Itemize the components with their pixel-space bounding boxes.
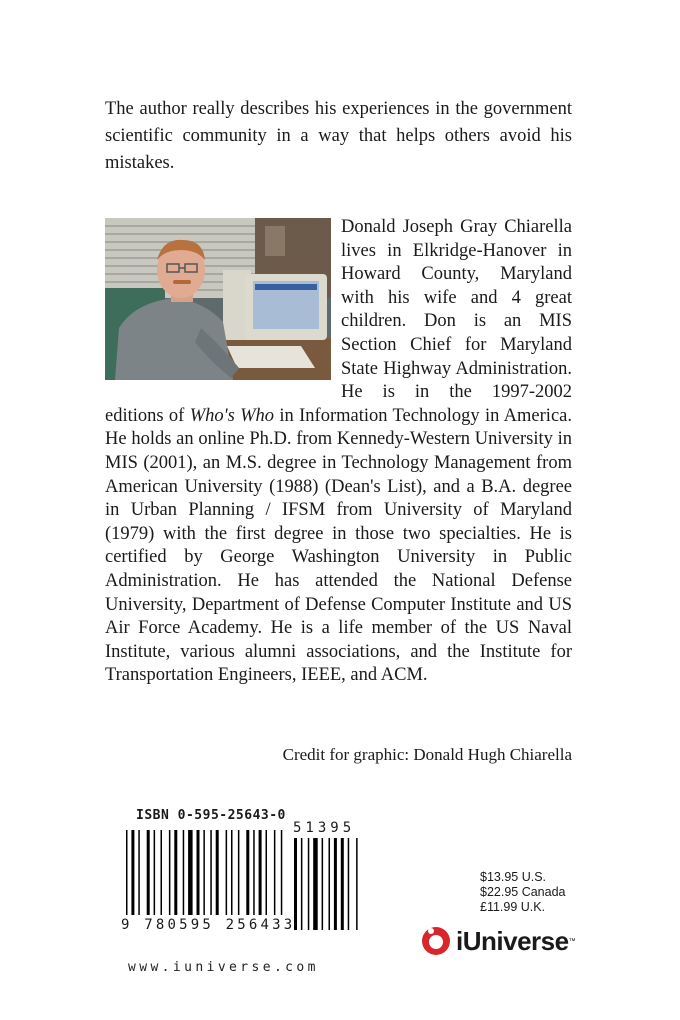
isbn-barcode [116,800,371,940]
bio-italic-title: Who's Who [189,405,275,426]
barcode-bar [161,830,163,915]
barcode-bar [322,838,324,930]
barcode-bar [341,838,344,930]
price-uk: £11.99 U.K. [480,900,546,914]
barcode-bar [210,830,212,915]
price-us: $13.95 U.S. [480,870,547,884]
iuniverse-swirl-icon [420,925,452,957]
barcode-bar [253,830,255,915]
barcode-bar [226,830,228,915]
price-canada: $22.95 Canada [480,885,566,899]
barcode-bar [154,830,156,915]
bio-text-part2: in Information Technology in America. He holds an online Ph.D. from Kennedy-Western University in MIS (2001), an M.S. degree in Technology Management from American University (1988) (Dean's List), and a B.A. degree in Urban Planning / IFSM from University of Maryland (1979) with the first degree in those two specialties. He is certified by George Washington University in Public Administration. He has attended the National Defense University, Department of Defense Computer Institute and US Air Force Academy. He is a life member of the US Naval Institute, various alumni associations, and the Institute for Transportation Engineers, IEEE, and ACM. [105,405,572,686]
author-photo [105,218,331,380]
barcode-bar [203,830,205,915]
price-addon-digits: 51395 [293,820,356,836]
bio-text-part1: Donald Joseph Gray Chiarella lives in Elkridge-Hanover in Howard County, Maryland with his wife and 4 great children. Don is an MIS Section Chief for Maryland State Highway Administration. He is in the 1997-2002 editions of [105,217,572,426]
barcode-bar [301,838,303,930]
barcode-bar [138,830,140,915]
isbn-label: ISBN 0-595-25643-0 [136,808,286,823]
barcode-bar [238,830,240,915]
publisher-name: iUniverse [456,925,569,956]
barcode-bar [266,830,268,915]
barcode-bar [348,838,350,930]
barcode-bar [126,830,128,915]
barcode-bar [334,838,337,930]
publisher-url: www.iuniverse.com [128,960,319,975]
price-list [480,870,566,915]
barcode-bar [174,830,177,915]
barcode-bar [216,830,219,915]
barcode-bar [308,838,310,930]
ean-digits: 9 780595 256433 [121,917,296,933]
barcode-bar [313,838,318,930]
barcode-bar [274,830,276,915]
barcode-bar [281,830,283,915]
author-bio-section [105,216,572,688]
barcode-bar [329,838,331,930]
barcode-bar [246,830,249,915]
publisher-logo [420,925,576,957]
barcode-bar [169,830,171,915]
trademark-symbol: ™ [568,937,576,945]
barcode-bar [356,838,358,930]
barcode-bar [197,830,200,915]
barcode-bar [231,830,233,915]
barcode-bar [188,830,193,915]
barcode-bar [147,830,150,915]
barcode-bar [131,830,134,915]
graphic-credit: Credit for graphic: Donald Hugh Chiarella [282,745,572,764]
back-cover-blurb: The author really describes his experiences in the government scientific community in a way that helps others avoid his mistakes. [105,99,572,173]
barcode-bar [183,830,185,915]
barcode-bar [259,830,262,915]
